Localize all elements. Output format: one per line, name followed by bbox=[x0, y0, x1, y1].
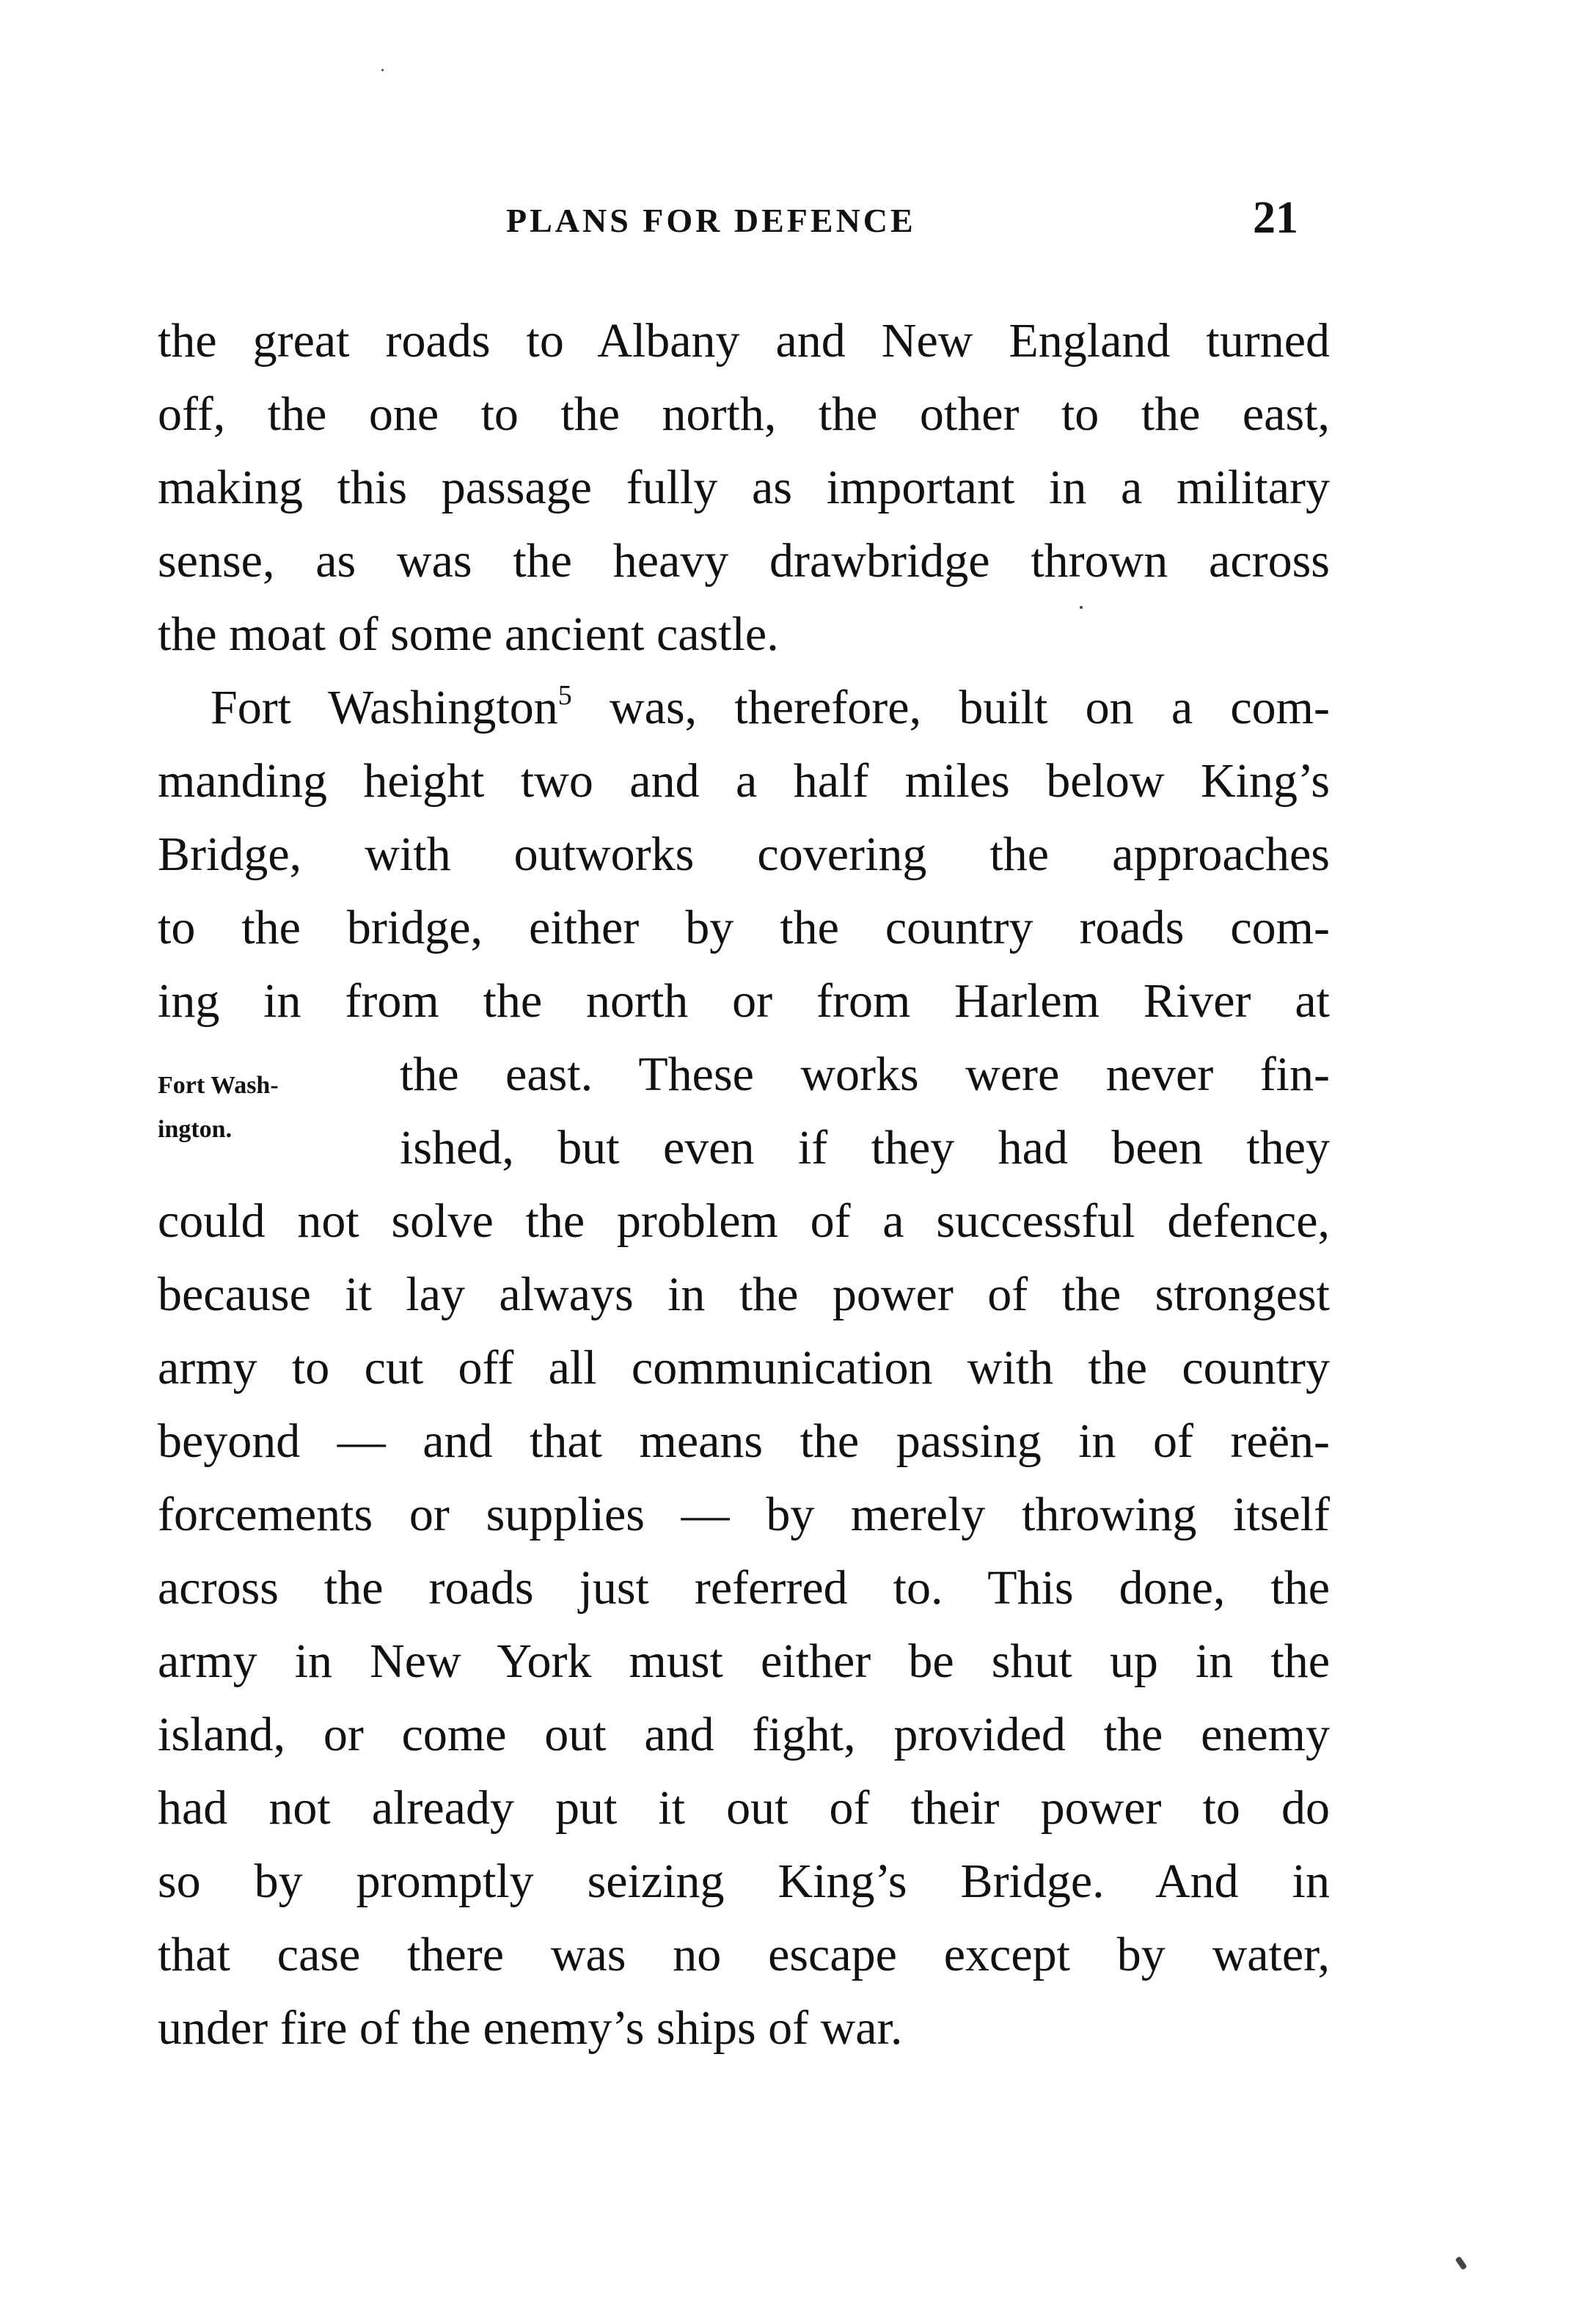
text-line: across the roads just referred to. This done, the bbox=[158, 1561, 1330, 1615]
running-title: PLANS FOR DEFENCE bbox=[506, 202, 916, 239]
text-line: sense, as was the heavy drawbridge thrown across bbox=[158, 534, 1330, 588]
text-line: ing in from the north or from Harlem River at bbox=[158, 974, 1330, 1028]
text-line: making this passage fully as important in a military bbox=[158, 461, 1330, 514]
text-line: manding height two and a half miles below King’s bbox=[158, 754, 1330, 808]
text-line: army to cut off all communication with the country bbox=[158, 1341, 1330, 1395]
text-line: because it lay always in the power of the strongest bbox=[158, 1268, 1330, 1321]
text-line: army in New York must either be shut up in the bbox=[158, 1634, 1330, 1688]
text-line: that case there was no escape except by water, bbox=[158, 1928, 1330, 1981]
text-line: forcements or supplies — by merely throwing itself bbox=[158, 1488, 1330, 1541]
text-fragment: was, therefore, built on a com- bbox=[610, 681, 1330, 734]
text-line: the east. These works were never fin- bbox=[400, 1048, 1330, 1101]
paper-speck bbox=[381, 69, 384, 71]
text-line: had not already put it out of their power to do bbox=[158, 1781, 1330, 1835]
text-line: so by promptly seizing King’s Bridge. And in bbox=[158, 1855, 1330, 1908]
footnote-reference: 5 bbox=[557, 680, 572, 711]
text-line: the moat of some ancient castle. bbox=[158, 607, 779, 661]
text-line: the great roads to Albany and New England turned bbox=[158, 314, 1330, 368]
text-line: ished, but even if they had been they bbox=[400, 1121, 1330, 1174]
text-line: off, the one to the north, the other to the east, bbox=[158, 387, 1330, 441]
paper-speck bbox=[1080, 606, 1083, 609]
marginal-note-line: Fort Wash- bbox=[158, 1072, 279, 1099]
text-fragment: Fort Washington bbox=[211, 681, 558, 734]
page-number: 21 bbox=[1253, 193, 1298, 243]
marginal-note bbox=[158, 1064, 279, 1152]
text-line: could not solve the problem of a successful defence, bbox=[158, 1194, 1330, 1248]
text-line: to the bridge, either by the country roads com- bbox=[158, 901, 1330, 954]
text-line: island, or come out and fight, provided the enemy bbox=[158, 1708, 1330, 1761]
text-line: beyond — and that means the passing in of reën- bbox=[158, 1414, 1330, 1468]
paper-speck bbox=[1455, 2256, 1468, 2270]
running-head bbox=[0, 192, 1577, 251]
marginal-note-line: ington. bbox=[158, 1116, 233, 1143]
text-line: Bridge, with outworks covering the approaches bbox=[158, 827, 1330, 881]
text-line: under fire of the enemy’s ships of war. bbox=[158, 2001, 903, 2055]
text-line bbox=[211, 671, 1330, 745]
